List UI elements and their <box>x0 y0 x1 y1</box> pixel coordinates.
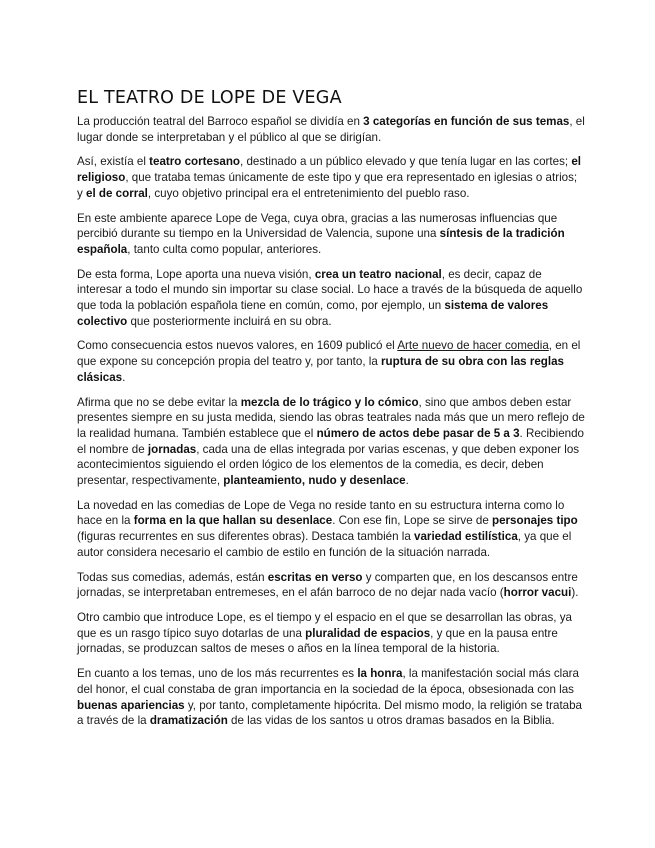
paragraph <box>77 666 585 729</box>
bold-text: número de actos debe pasar de 5 a 3 <box>316 426 520 440</box>
text-run: En cuanto a los temas, uno de los más recurrentes es <box>77 667 358 681</box>
text-run: , la manifestación social más clara del honor, el cual constaba de gran importancia en la sociedad de la época, obsesionada con las <box>77 667 579 696</box>
text-run: Como consecuencia estos nuevos valores, en 1609 publicó el <box>77 339 398 353</box>
bold-text: horror vacui <box>503 586 572 600</box>
bold-text: crea un teatro nacional <box>314 267 442 281</box>
paragraph <box>77 154 585 201</box>
bold-text: la honra <box>357 667 403 681</box>
paragraph <box>77 267 585 330</box>
text-run: de las vidas de los santos u otros dramas basados en la Biblia. <box>227 714 555 728</box>
bold-text: ruptura de su obra con las reglas clásicas <box>77 355 564 384</box>
bold-text: teatro cortesano <box>149 155 241 169</box>
bold-text: el religioso <box>77 155 581 185</box>
bold-text: jornadas <box>147 442 197 456</box>
text-run: , el lugar donde se interpretaban y el público al que se dirigían. <box>77 115 585 144</box>
bold-text: planteamiento, nudo y desenlace <box>223 474 406 488</box>
text-run: , sino que ambos deben estar presentes siempre en su justa medida, siendo las obras teatrales nada más que un mero reflejo de la realidad humana. También establece que el <box>77 395 585 440</box>
underlined-title: Arte nuevo de hacer comedia <box>397 339 549 353</box>
text-run: La novedad en las comedias de Lope de Vega no reside tanto en su estructura interna como lo hace en la <box>77 498 565 528</box>
bold-text: dramatización <box>149 714 228 728</box>
paragraph <box>77 114 585 145</box>
document-body <box>77 114 585 729</box>
text-run: (figuras recurrentes en sus diferentes obras). Destaca también la <box>77 530 415 544</box>
text-run: La producción teatral del Barroco español se dividía en <box>77 115 364 128</box>
text-run: , en el que expone su concepción propia del teatro y, por tanto, la <box>77 339 581 369</box>
paragraph <box>77 338 585 385</box>
text-run: En este ambiente aparece Lope de Vega, cuya obra, gracias a las numerosas influencias que percibió durante su tiempo en la Universidad de Valencia, supone una <box>77 211 558 241</box>
text-run: Otro cambio que introduce Lope, es el tiempo y el espacio en el que se desarrollan las obras, ya que es un rasgo típico suyo dotarlas de una <box>77 610 572 640</box>
text-run: que posteriormente incluirá en su obra. <box>127 314 332 328</box>
text-run: ). <box>571 586 579 600</box>
bold-text: pluralidad de espacios <box>305 626 431 640</box>
text-run: Así, existía el <box>77 155 150 169</box>
bold-text: el de corral <box>86 186 148 200</box>
bold-text: forma en la que hallan su desenlace <box>133 514 333 528</box>
bold-text: sistema de valores colectivo <box>77 299 549 328</box>
text-run: De esta forma, Lope aporta una nueva visión, <box>77 267 315 281</box>
text-run: y comparten que, en los descansos entre jornadas, se interpretaban entremeses, en el afán barroco de no dejar nada vacío ( <box>77 570 578 600</box>
text-run: , cada una de ellas integrada por varias escenas, y que deben exponer los acontecimientos siguiendo el orden lógico de los elementos de la comedia, es decir, deben presentar, respectivamente, <box>77 442 580 488</box>
text-run: Todas sus comedias, además, están <box>77 570 268 584</box>
text-run: . <box>122 370 126 384</box>
bold-text: mezcla de lo trágico y lo cómico <box>240 395 419 409</box>
paragraph <box>77 498 585 561</box>
bold-text: personajes tipo <box>492 514 578 528</box>
text-run: . <box>405 474 409 488</box>
text-run: , ya que el autor considera necesario el cambio de estilo en función de la situación narrada. <box>77 530 572 559</box>
text-run: y, por tanto, completamente hipócrita. Del mismo modo, la religión se trataba a través de la <box>77 698 583 728</box>
text-run: , y que en la pausa entre jornadas, se produzcan saltos de meses o años en la línea temporal de la historia. <box>77 626 558 656</box>
bold-text: síntesis de la tradición española <box>77 227 565 256</box>
bold-text: escritas en verso <box>267 570 363 584</box>
text-run: Afirma que no se debe evitar la <box>77 395 241 409</box>
text-run: . Recibiendo el nombre de <box>77 426 584 456</box>
text-run: , es decir, capaz de interesar a todo el mundo sin importar su clase social. Lo hace a través de la búsqueda de aquello que toda la población española tiene en común, como, por ejemplo, un <box>77 267 583 313</box>
bold-text: buenas apariencias <box>77 698 185 712</box>
text-run: , cuyo objetivo principal era el entretenimiento del pueblo raso. <box>147 186 470 200</box>
text-run: . Con ese fin, Lope se sirve de <box>332 514 493 528</box>
document-title: EL TEATRO DE LOPE DE VEGA <box>77 88 342 108</box>
paragraph <box>77 395 585 489</box>
paragraph <box>77 570 585 601</box>
paragraph <box>77 211 585 258</box>
bold-text: 3 categorías en función de sus temas <box>363 115 570 128</box>
text-run: , tanto culta como popular, anteriores. <box>127 242 322 256</box>
text-run: , destinado a un público elevado y que tenía lugar en las cortes; <box>240 155 572 169</box>
text-run: , que trataba temas únicamente de este tipo y que era representado en iglesias o atrios; y <box>77 171 578 200</box>
bold-text: variedad estilística <box>414 530 518 544</box>
paragraph <box>77 610 585 657</box>
